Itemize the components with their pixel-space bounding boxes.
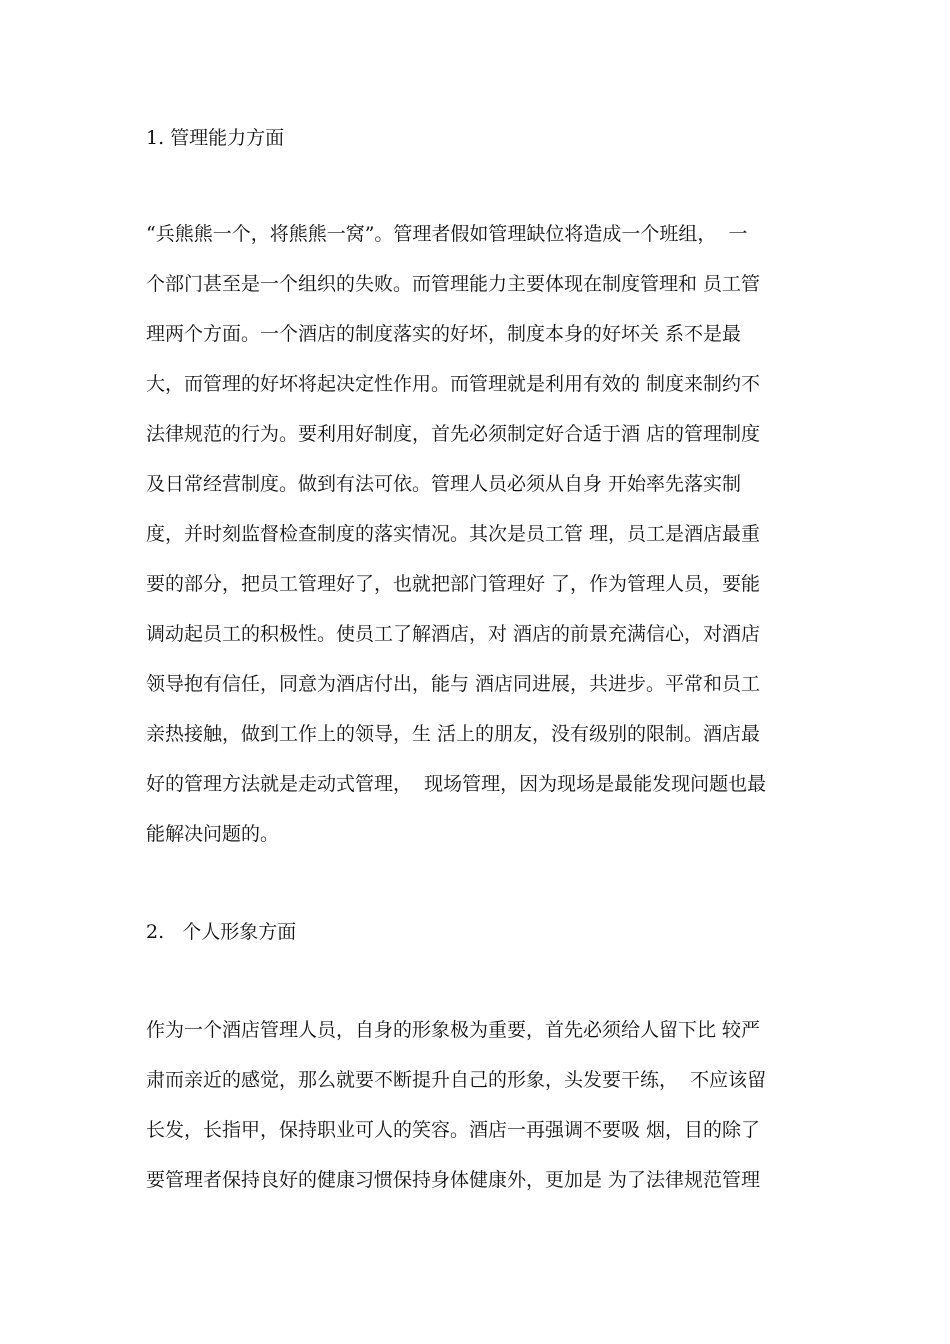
paragraph-line: 大，而管理的好坏将起决定性作用。而管理就是利用有效的 制度来制约不 bbox=[146, 373, 761, 395]
paragraph-line: 法律规范的行为。要利用好制度，首先必须制定好合适于酒 店的管理制度 bbox=[146, 423, 761, 445]
paragraph-line: 能解决问题的。 bbox=[146, 823, 280, 845]
paragraph-line: 度，并时刻监督检查制度的落实情况。其次是员工管 理，员工是酒店最重 bbox=[146, 523, 761, 545]
section1-heading: 1. 管理能力方面 bbox=[146, 127, 285, 149]
paragraph-line: 亲热接触，做到工作上的领导，生 活上的朋友，没有级别的限制。酒店最 bbox=[146, 723, 761, 745]
paragraph-line: 长发，长指甲，保持职业可人的笑容。酒店一再强调不要吸 烟，目的除了 bbox=[146, 1119, 761, 1141]
paragraph-line: 个部门甚至是一个组织的失败。而管理能力主要体现在制度管理和 员工管 bbox=[146, 273, 761, 295]
section2-heading: 2. 个人形象方面 bbox=[146, 921, 297, 943]
paragraph-line: “兵熊熊一个，将熊熊一窝”。管理者假如管理缺位将造成一个班组， 一 bbox=[146, 223, 748, 245]
paragraph-line: 理两个方面。一个酒店的制度落实的好坏，制度本身的好坏关 系不是最 bbox=[146, 323, 742, 345]
paragraph-line: 好的管理方法就是走动式管理， 现场管理，因为现场是最能发现问题也最 bbox=[146, 773, 767, 795]
paragraph-line: 调动起员工的积极性。使员工了解酒店，对 酒店的前景充满信心，对酒店 bbox=[146, 623, 761, 645]
paragraph-line: 及日常经营制度。做到有法可依。管理人员必须从自身 开始率先落实制 bbox=[146, 473, 742, 495]
paragraph-line: 要的部分，把员工管理好了，也就把部门管理好 了，作为管理人员，要能 bbox=[146, 573, 761, 595]
paragraph-line: 要管理者保持良好的健康习惯保持身体健康外，更加是 为了法律规范管理 bbox=[146, 1169, 761, 1191]
paragraph-line: 作为一个酒店管理人员，自身的形象极为重要，首先必须给人留下比 较严 bbox=[146, 1019, 761, 1041]
paragraph-line: 肃而亲近的感觉，那么就要不断提升自己的形象，头发要干练， 不应该留 bbox=[146, 1069, 767, 1091]
paragraph-line: 领导抱有信任，同意为酒店付出，能与 酒店同进展，共进步。平常和员工 bbox=[146, 673, 761, 695]
